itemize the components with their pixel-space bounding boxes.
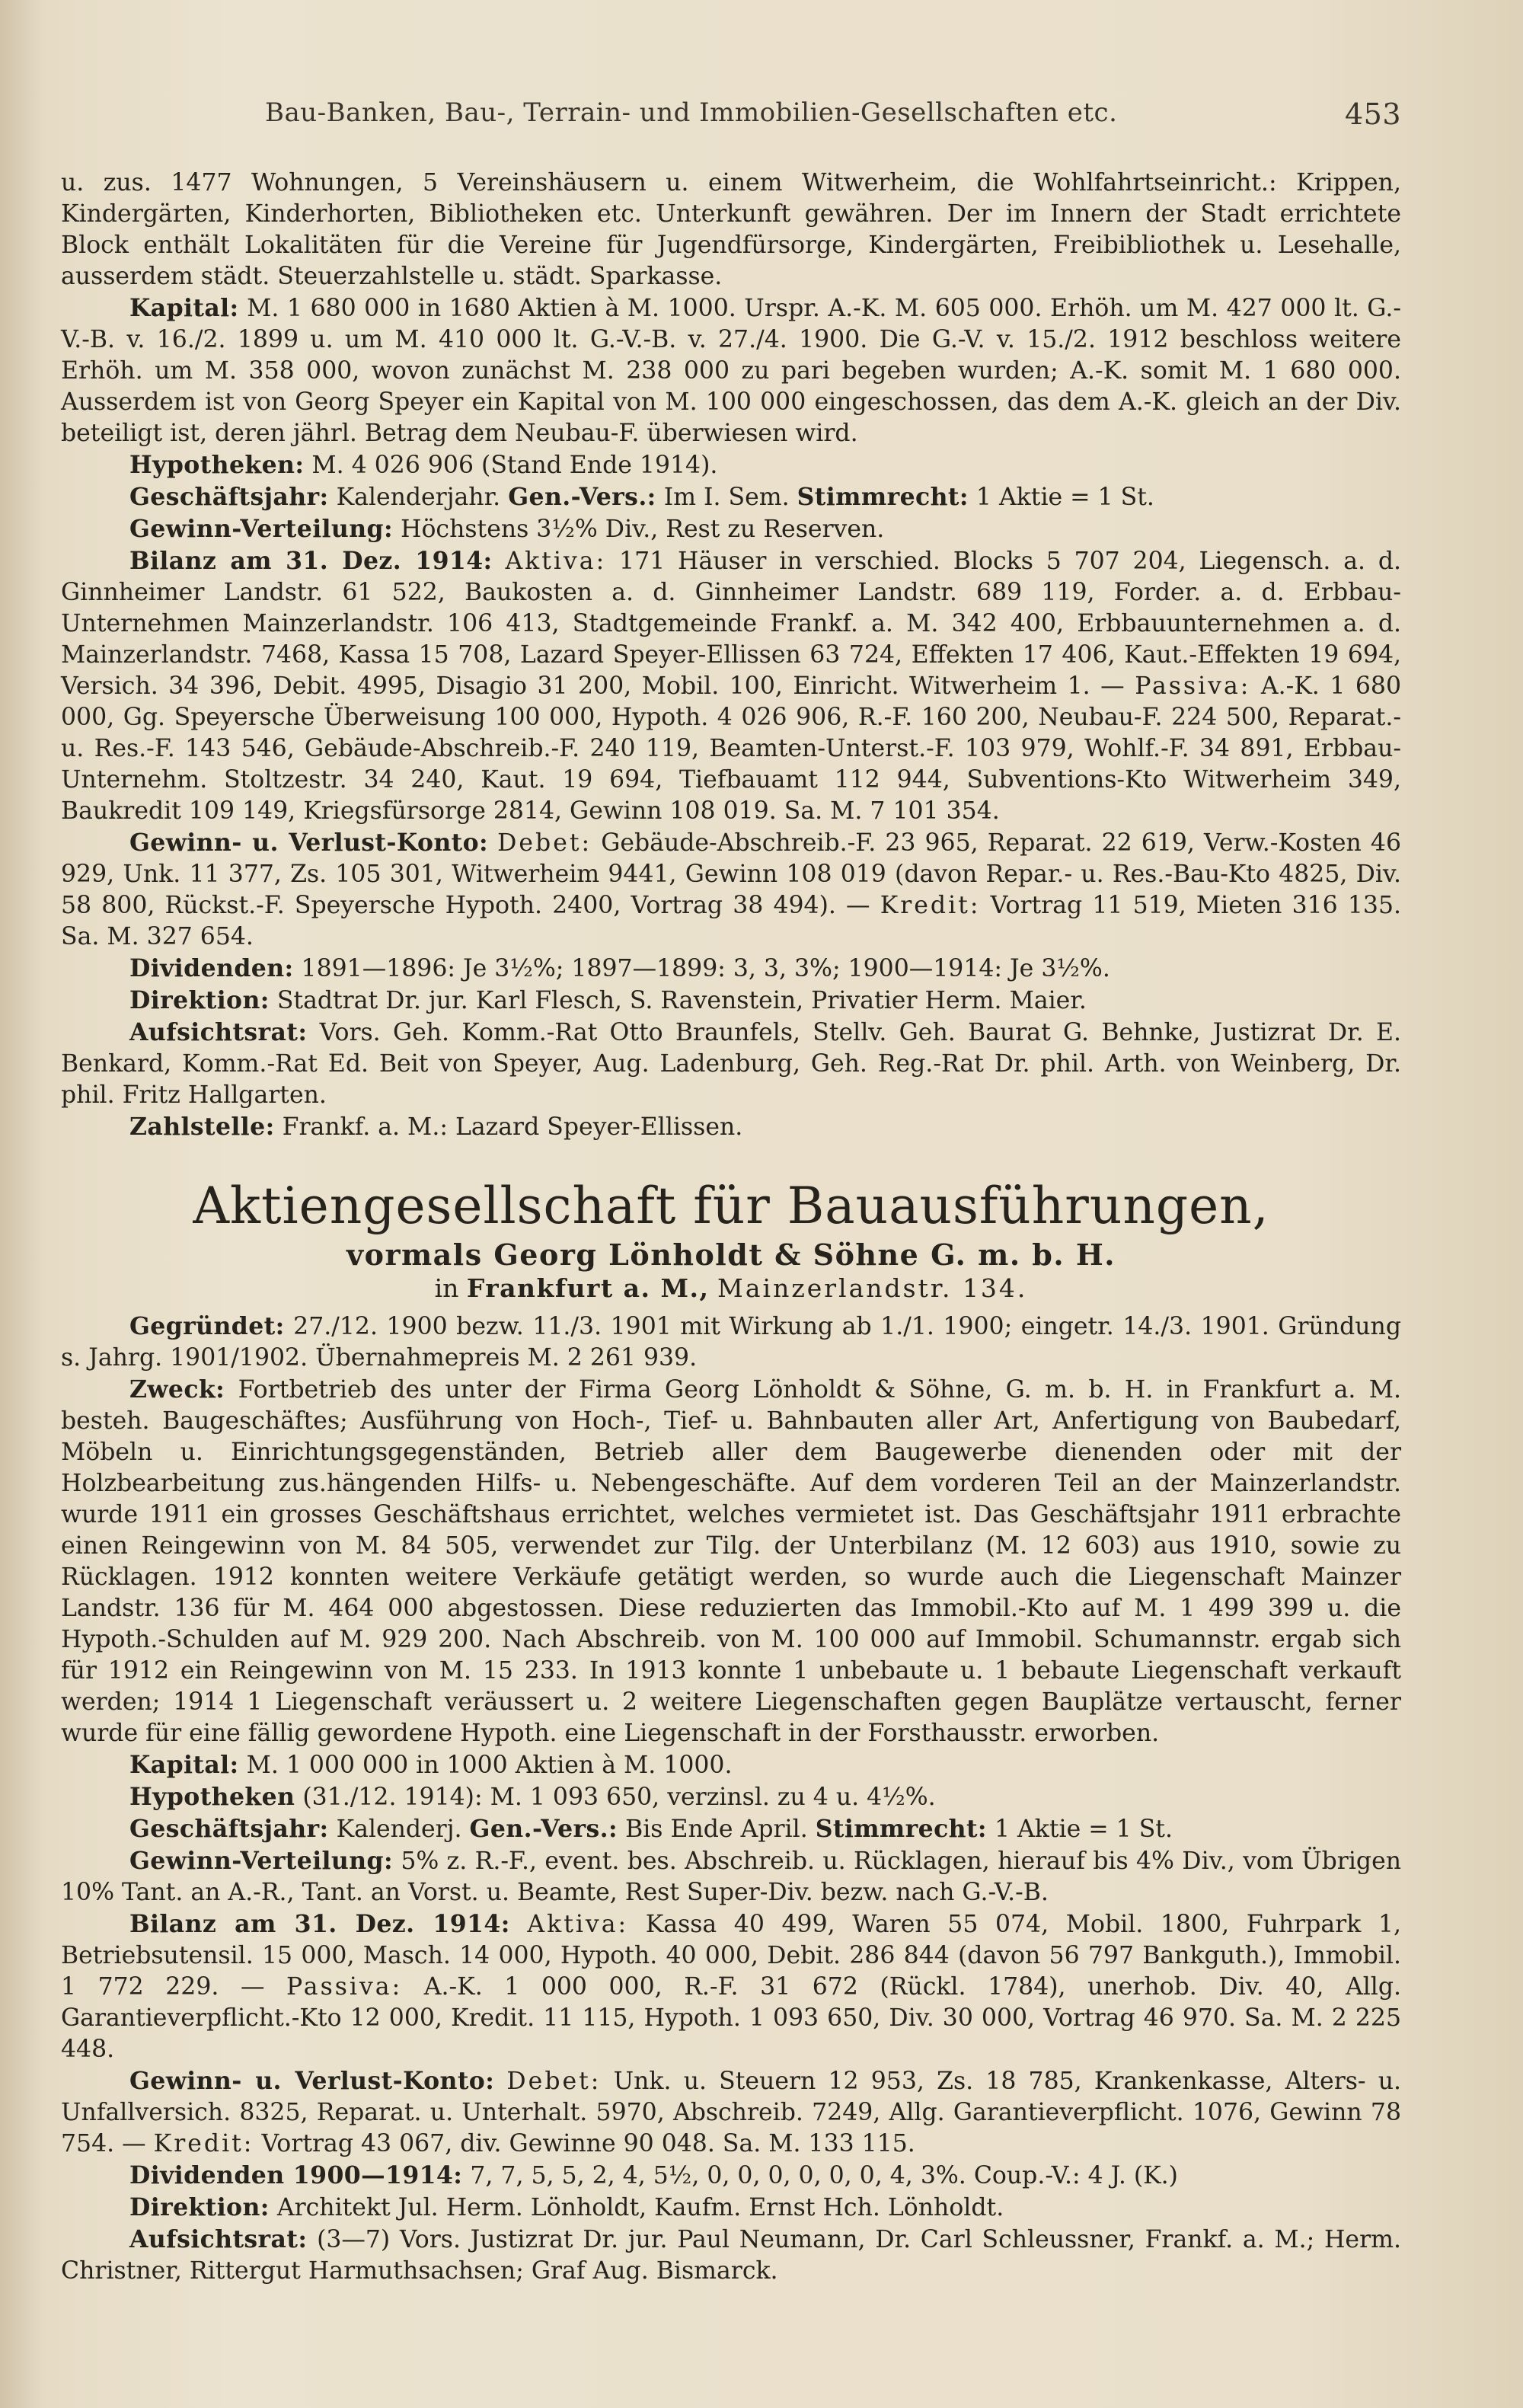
founded-text: 27./12. 1900 bezw. 11./3. 1901 mit Wirkung ab 1./1. 1900; eingetr. 14./3. 1901. Gründung s. Jahrg. 1901/1902. Übernahmepreis M. 2 261 939.	[61, 1313, 1402, 1372]
company-balance-paragraph	[61, 1908, 1401, 2065]
liabilities-label: Passiva:	[1135, 672, 1251, 700]
liabilities-text: A.-K. 1 680 000, Gg. Speyersche Überweisung 100 000, Hypoth. 4 026 906, R.-F. 160 200, Neubau-F. 224 500, Reparat.- u. Res.-F. 143 546, Gebäude-Abschreib.-F. 240 119, Beamten-Unterst.-F. 103 979, Wohlf.-F. 34 891, Erbbau-Unternehm. Stoltzestr. 34 240, Kaut. 19 694, Tiefbauamt 112 944, Subventions-Kto Witwerheim 349, Baukredit 109 149, Kriegsfürsorge 2814, Gewinn 108 019. Sa. M. 7 101 354.	[61, 672, 1401, 825]
company-general-meeting-text: Bis Ende April.	[625, 1816, 808, 1843]
company-debit-text: Unk. u. Steuern 12 953, Zs. 18 785, Krankenkasse, Alters- u. Unfallversich. 8325, Reparat. u. Unterhalt. 5970, Abschreib. 7249, Allg. Garantieverpflicht. 1076, Gewinn 78 754. —	[61, 2068, 1402, 2157]
fiscal-year-paragraph	[61, 481, 1401, 513]
company-debit-label: Debet:	[506, 2068, 602, 2095]
capital-label: Kapital:	[129, 294, 239, 322]
company-credit-label: Kredit:	[153, 2130, 254, 2157]
company-profit-loss-label: Gewinn- u. Verlust-Konto:	[129, 2067, 495, 2095]
capital-text: M. 1 680 000 in 1680 Aktien à M. 1000. Urspr. A.-K. M. 605 000. Erhöh. um M. 427 000 lt. G.-V.-B. v. 16./2. 1899 u. um M. 410 000 lt. G.-V.-B. v. 27./4. 1900. Die G.-V. v. 15./2. 1912 beschloss weitere Erhöh. um M. 358 000, wovon zunächst M. 238 000 zu pari begeben wurden; A.-K. somit M. 1 680 000. Ausserdem ist von Georg Speyer ein Kapital von M. 100 000 eingeschossen, das dem A.-K. gleich an der Div. beteiligt ist, deren jährl. Betrag dem Neubau-F. überwiesen wird.	[61, 295, 1401, 447]
balance-paragraph	[61, 545, 1401, 827]
company-supervisory-board-paragraph	[61, 2224, 1401, 2287]
company-general-meeting-label: Gen.-Vers.:	[469, 1815, 618, 1843]
supervisory-board-label: Aufsichtsrat:	[129, 1018, 308, 1046]
profit-loss-paragraph	[61, 827, 1401, 953]
balance-label: Bilanz am 31. Dez. 1914:	[129, 547, 493, 575]
company-supervisory-board-label: Aufsichtsrat:	[129, 2225, 308, 2253]
board-text: Stadtrat Dr. jur. Karl Flesch, S. Ravenstein, Privatier Herm. Maier.	[276, 987, 1087, 1014]
company-fiscal-year-text: Kalenderj.	[336, 1816, 462, 1843]
company-profit-distribution-paragraph	[61, 1845, 1401, 1908]
company-subtitle: vormals Georg Lönholdt & Söhne G. m. b. H.	[346, 1238, 1116, 1272]
company-fiscal-year-paragraph	[61, 1813, 1401, 1845]
paying-agent-text: Frankf. a. M.: Lazard Speyer-Ellissen.	[282, 1113, 743, 1141]
text-column	[61, 168, 1401, 2287]
company-mortgages-paragraph	[61, 1781, 1401, 1813]
dividends-label: Dividenden:	[129, 954, 294, 982]
company-credit-text: Vortrag 43 067, div. Gewinne 90 048. Sa. M. 133 115.	[261, 2130, 915, 2157]
fiscal-year-text: Kalenderjahr.	[336, 484, 501, 511]
voting-right-text: 1 Aktie = 1 St.	[975, 484, 1154, 511]
paying-agent-label: Zahlstelle:	[129, 1113, 275, 1141]
company-fiscal-year-label: Geschäftsjahr:	[129, 1815, 329, 1843]
assets-label: Aktiva:	[505, 548, 607, 575]
company-profit-distribution-text: 5% z. R.-F., event. bes. Abschreib. u. Rücklagen, hierauf bis 4% Div., vom Übrigen 10% Tant. an A.-R., Tant. an Vorst. u. Beamte, Rest Super-Div. bezw. nach G.-V.-B.	[61, 1848, 1402, 1906]
general-meeting-text: Im I. Sem.	[663, 484, 790, 511]
purpose-text: Fortbetrieb des unter der Firma Georg Lönholdt & Söhne, G. m. b. H. in Frankfurt a. M. besteh. Baugeschäftes; Ausführung von Hoch-, Tief- u. Bahnbauten aller Art, Anfertigung von Baubedarf, Möbeln u. Einrichtungsgegenständen, Betrieb aller dem Baugewerbe dienenden oder mit der Holzbearbeitung zus.hängenden Hilfs- u. Nebengeschäfte. Auf dem vorderen Teil an der Mainzerlandstr. wurde 1911 ein grosses Geschäftshaus errichtet, welches vermietet ist. Das Geschäftsjahr 1911 erbrachte einen Reingewinn von M. 84 505, verwendet zur Tilg. der Unterbilanz (M. 12 603) aus 1910, sowie zu Rücklagen. 1912 konnten weitere Verkäufe getätigt werden, so wurde auch die Liegenschaft Mainzer Landstr. 136 für M. 464 000 abgestossen. Diese reduzierten das Immobil.-Kto auf M. 1 499 399 u. die Hypoth.-Schulden auf M. 929 200. Nach Abschreib. von M. 100 000 auf Immobil. Schumannstr. ergab sich für 1912 ein Reingewinn von M. 15 233. In 1913 konnte 1 unbebaute u. 1 bebaute Liegenschaft verkauft werden; 1914 1 Liegenschaft veräussert u. 2 weitere Liegenschaften gegen Bauplätze vertauscht, ferner wurde für eine fällig gewordene Hypoth. eine Liegenschaft in der Forsthausstr. erworben.	[61, 1376, 1401, 1747]
company-location	[61, 1273, 1401, 1305]
company-board-text: Architekt Jul. Herm. Lönholdt, Kaufm. Ernst Hch. Lönholdt.	[276, 2194, 1004, 2221]
company-supervisory-board-text: (3—7) Vors. Justizrat Dr. jur. Paul Neumann, Dr. Carl Schleussner, Frankf. a. M.; Herm. Christner, Rittergut Harmuthsachsen; Graf Aug. Bismarck.	[61, 2226, 1402, 2285]
credit-text: Vortrag 11 519, Mieten 316 135. Sa. M. 327 654.	[61, 892, 1401, 950]
supervisory-board-paragraph	[61, 1017, 1401, 1111]
board-paragraph	[61, 985, 1401, 1017]
company-profit-loss-paragraph	[61, 2065, 1401, 2160]
founded-label: Gegründet:	[129, 1312, 285, 1340]
mortgages-text: M. 4 026 906 (Stand Ende 1914).	[311, 452, 718, 479]
company-voting-right-label: Stimmrecht:	[815, 1815, 987, 1843]
entry-continuation-text: u. zus. 1477 Wohnungen, 5 Vereinshäusern u. einem Witwerheim, die Wohlfahrtseinricht.: Krippen, Kindergärten, Kinderhorten, Bibliotheken etc. Unterkunft gewähren. Der im Innern der Stadt errichtete Block enthält Lokalitäten für die Vereine für Jugendfürsorge, Kindergärten, Freibibliothek u. Lesehalle, ausserdem städt. Steuerzahlstelle u. städt. Sparkasse.	[61, 169, 1401, 290]
purpose-paragraph	[61, 1374, 1401, 1749]
company-liabilities-text: A.-K. 1 000 000, R.-F. 31 672 (Rückl. 1784), unerhob. Div. 40, Allg. Garantieverpflicht.-Kto 12 000, Kredit. 11 115, Hypoth. 1 093 650, Div. 30 000, Vortrag 46 970. Sa. M. 2 225 448.	[61, 1973, 1402, 2063]
profit-distribution-paragraph	[61, 513, 1401, 545]
company-capital-label: Kapital:	[129, 1751, 239, 1779]
company-assets-label: Aktiva:	[527, 1911, 629, 1938]
paying-agent-paragraph	[61, 1111, 1401, 1143]
company-mortgages-text: (31./12. 1914): M. 1 093 650, verzinsl. zu 4 u. 4½%.	[302, 1784, 936, 1811]
dividends-text: 1891—1896: Je 3½%; 1897—1899: 3, 3, 3%; 1900—1914: Je 3½%.	[301, 955, 1110, 982]
company-liabilities-label: Passiva:	[286, 1973, 403, 2001]
company-capital-paragraph	[61, 1749, 1401, 1781]
running-header-title: Bau-Banken, Bau-, Terrain- und Immobilien-Gesellschaften etc.	[265, 97, 1118, 128]
company-board-paragraph	[61, 2192, 1401, 2224]
company-voting-right-text: 1 Aktie = 1 St.	[994, 1816, 1173, 1843]
company-location-prefix: in	[434, 1273, 459, 1303]
company-mortgages-label: Hypotheken	[129, 1783, 295, 1811]
page-number: 453	[1344, 97, 1401, 131]
company-capital-text: M. 1 000 000 in 1000 Aktien à M. 1000.	[246, 1752, 733, 1779]
supervisory-board-text: Vors. Geh. Komm.-Rat Otto Braunfels, Stellv. Geh. Baurat G. Behnke, Justizrat Dr. E. Benkard, Komm.-Rat Ed. Beit von Speyer, Aug. Ladenburg, Geh. Reg.-Rat Dr. phil. Arth. von Weinberg, Dr. phil. Fritz Hallgarten.	[61, 1019, 1402, 1109]
company-assets-text: Kassa 40 499, Waren 55 074, Mobil. 1800, Fuhrpark 1, Betriebsutensil. 15 000, Masch. 14 000, Hypoth. 40 000, Debit. 286 844 (davon 56 797 Bankguth.), Immobil. 1 772 229. —	[61, 1911, 1401, 2001]
company-dividends-label: Dividenden 1900—1914:	[129, 2161, 463, 2189]
company-balance-label: Bilanz am 31. Dez. 1914:	[129, 1910, 510, 1938]
company-title: Aktiengesellschaft für Bauausführungen,	[193, 1177, 1269, 1235]
company-profit-distribution-label: Gewinn-Verteilung:	[129, 1847, 393, 1875]
company-dividends-paragraph	[61, 2160, 1401, 2192]
dividends-paragraph	[61, 953, 1401, 985]
fiscal-year-label: Geschäftsjahr:	[129, 483, 329, 511]
credit-label: Kredit:	[880, 892, 981, 919]
company-dividends-text: 7, 7, 5, 5, 2, 4, 5½, 0, 0, 0, 0, 0, 0, 4, 3%. Coup.-V.: 4 J. (K.)	[470, 2162, 1178, 2189]
company-street: Mainzerlandstr. 134.	[717, 1273, 1028, 1303]
company-board-label: Direktion:	[129, 2193, 270, 2221]
company-city: Frankfurt a. M.,	[466, 1273, 710, 1303]
mortgages-label: Hypotheken:	[129, 451, 305, 479]
debit-text: Gebäude-Abschreib.-F. 23 965, Reparat. 22 619, Verw.-Kosten 46 929, Unk. 11 377, Zs. 105 301, Witwerheim 9441, Gewinn 108 019 (davon Repar.- u. Res.-Bau-Kto 4825, Div. 58 800, Rückst.-F. Speyersche Hypoth. 2400, Vortrag 38 494). —	[61, 829, 1402, 919]
mortgages-paragraph	[61, 449, 1401, 481]
profit-distribution-text: Höchstens 3½% Div., Rest zu Reserven.	[401, 516, 885, 543]
debit-label: Debet:	[497, 829, 592, 857]
voting-right-label: Stimmrecht:	[797, 483, 969, 511]
general-meeting-label: Gen.-Vers.:	[508, 483, 656, 511]
profit-distribution-label: Gewinn-Verteilung:	[129, 515, 393, 543]
assets-text: 171 Häuser in verschied. Blocks 5 707 204, Liegensch. a. d. Ginnheimer Landstr. 61 522, Baukosten a. d. Ginnheimer Landstr. 689 119, Forder. a. d. Erbbau-Unternehmen Mainzerlandstr. 106 413, Stadtgemeinde Frankf. a. M. 342 400, Erbbauunternehmen a. d. Mainzerlandstr. 7468, Kassa 15 708, Lazard Speyer-Ellissen 63 724, Effekten 17 406, Kaut.-Effekten 19 694, Versich. 34 396, Debit. 4995, Disagio 31 200, Mobil. 100, Einricht. Witwerheim 1. —	[61, 548, 1401, 700]
board-label: Direktion:	[129, 986, 270, 1014]
founded-paragraph	[61, 1311, 1401, 1374]
capital-paragraph	[61, 292, 1401, 449]
running-header	[259, 97, 1401, 143]
profit-loss-label: Gewinn- u. Verlust-Konto:	[129, 829, 489, 857]
purpose-label: Zweck:	[129, 1375, 225, 1404]
